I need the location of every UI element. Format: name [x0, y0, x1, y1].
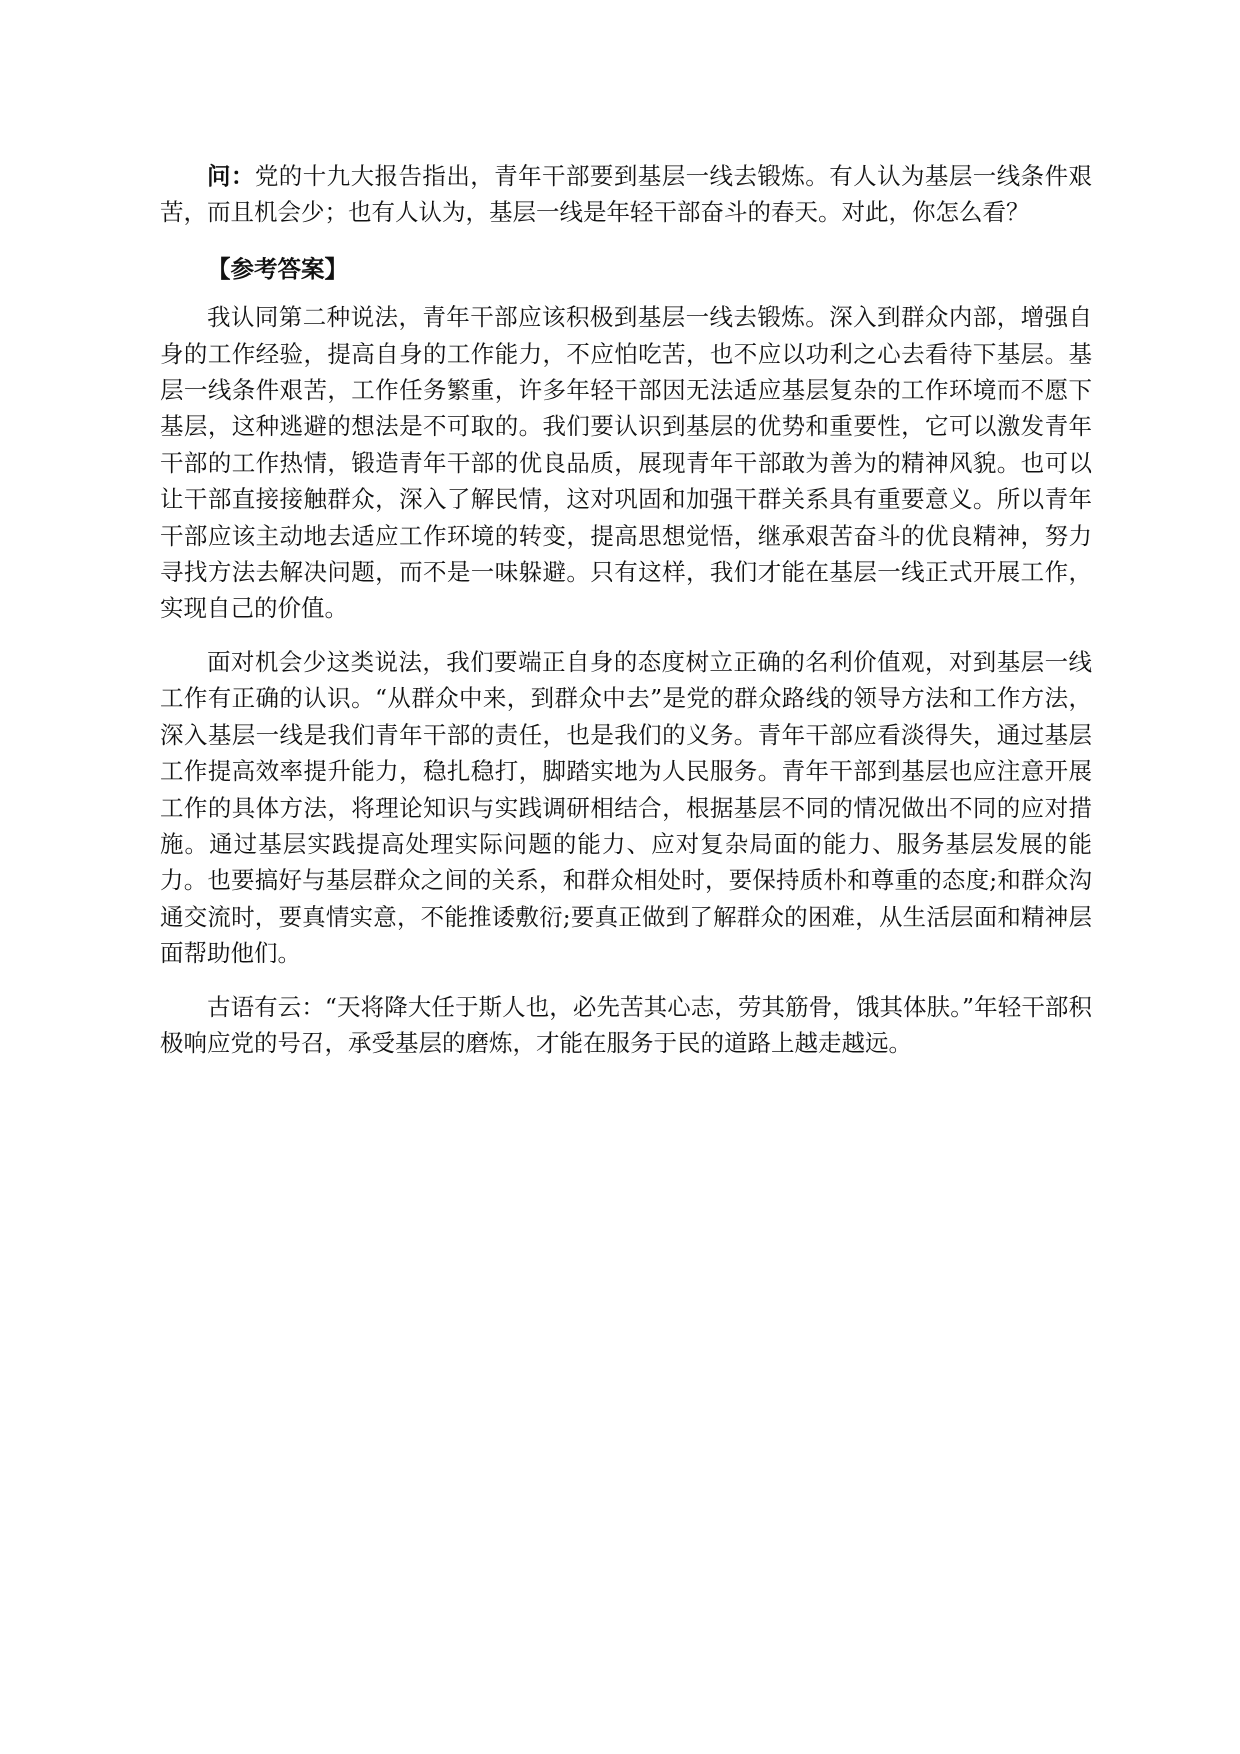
document-page	[160, 158, 1092, 1061]
answer-paragraph-2: 面对机会少这类说法，我们要端正自身的态度树立正确的名利价值观，对到基层一线工作有正确的认识。“从群众中来，到群众中去”是党的群众路线的领导方法和工作方法，深入基层一线是我们青年干部的责任，也是我们的义务。青年干部应看淡得失，通过基层工作提高效率提升能力，稳扎稳打，脚踏实地为人民服务。青年干部到基层也应注意开展工作的具体方法，将理论知识与实践调研相结合，根据基层不同的情况做出不同的应对措施。通过基层实践提高处理实际问题的能力、应对复杂局面的能力、服务基层发展的能力。也要搞好与基层群众之间的关系，和群众相处时，要保持质朴和尊重的态度;和群众沟通交流时，要真情实意，不能推诿敷衍;要真正做到了解群众的困难，从生活层面和精神层面帮助他们。	[160, 647, 1092, 968]
question-text: 党的十九大报告指出，青年干部要到基层一线去锻炼。有人认为基层一线条件艰苦，而且机会少；也有人认为，基层一线是年轻干部奋斗的春天。对此，你怎么看？	[160, 162, 1093, 227]
answer-paragraph-1: 我认同第二种说法，青年干部应该积极到基层一线去锻炼。深入到群众内部，增强自身的工作经验，提高自身的工作能力，不应怕吃苦，也不应以功利之心去看待下基层。基层一线条件艰苦，工作任务繁重，许多年轻干部因无法适应基层复杂的工作环境而不愿下基层，这种逃避的想法是不可取的。我们要认识到基层的优势和重要性，它可以激发青年干部的工作热情，锻造青年干部的优良品质，展现青年干部敢为善为的精神风貌。也可以让干部直接接触群众，深入了解民情，这对巩固和加强干群关系具有重要意义。所以青年干部应该主动地去适应工作环境的转变，提高思想觉悟，继承艰苦奋斗的优良精神，努力寻找方法去解决问题，而不是一味躲避。只有这样，我们才能在基层一线正式开展工作，实现自己的价值。	[160, 303, 1092, 623]
question-paragraph	[160, 158, 1092, 231]
answer-paragraph-3: 古语有云：“天将降大任于斯人也，必先苦其心志，劳其筋骨，饿其体肤。”年轻干部积极响应党的号召，承受基层的磨炼，才能在服务于民的道路上越走越远。	[160, 992, 1092, 1057]
question-label: 问：	[207, 162, 255, 190]
answer-heading: 【参考答案】	[207, 254, 348, 283]
